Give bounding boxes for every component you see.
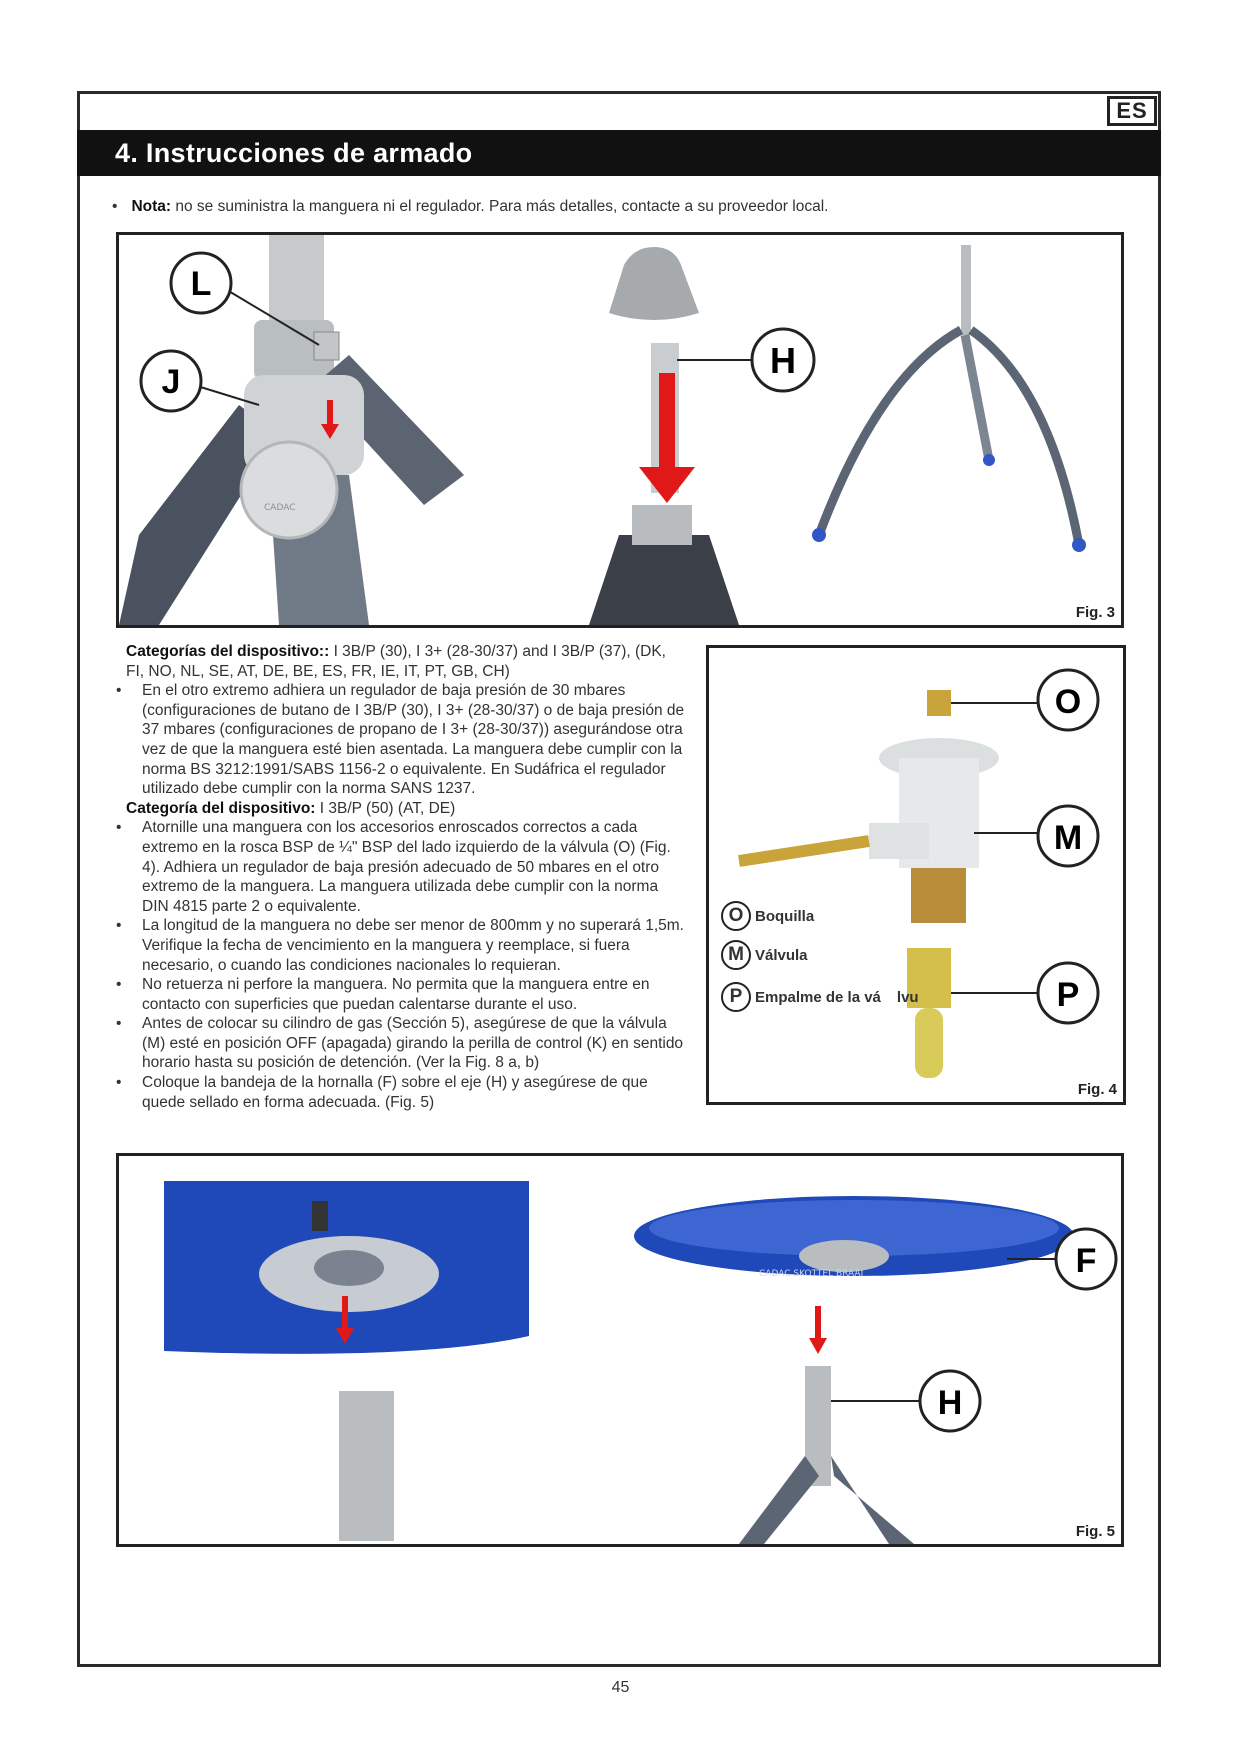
legend-key-m: M <box>721 940 751 970</box>
language-badge: ES <box>1107 96 1157 126</box>
category-1-text: I 3B/P (30), I 3+ (28-30/37) and I 3B/P (37), (DK, FI, NO, NL, SE, AT, DE, BE, ES, FR, IE, IT, PT, GB, CH) <box>126 643 666 680</box>
tripod-pole-right <box>961 245 971 335</box>
figure-5 <box>116 1153 1124 1547</box>
list-item: • Coloque la bandeja de la hornalla (F) sobre el eje (H) y asegúrese de que quede sellado en forma adecuada. (Fig. 5) <box>114 1073 688 1112</box>
body-text <box>114 642 688 1112</box>
note-text: no se suministra la manguera ni el regulador. Para más detalles, contacte a su proveedor local. <box>175 198 829 215</box>
legend-row-m <box>721 940 808 970</box>
figure-4-caption: Fig. 4 <box>1077 1081 1117 1098</box>
callout-j-text: J <box>161 363 181 401</box>
arrow-shaft <box>815 1306 821 1340</box>
legend-key-p: P <box>721 982 751 1012</box>
list-item: • La longitud de la manguera no debe ser menor de 800mm y no superará 1,5m. Verifique la fecha de vencimiento en la manguera y reemplace, si fuera necesario, o cuando las condiciones nacionales lo requieran. <box>114 916 688 975</box>
nozzle <box>927 690 951 716</box>
foot-cap <box>983 454 995 466</box>
figure-5-caption: Fig. 5 <box>1075 1523 1115 1540</box>
leg-front <box>965 335 989 460</box>
legend-row-o <box>721 901 814 931</box>
burner-head <box>799 1240 889 1272</box>
callout-h-text: H <box>937 1384 963 1422</box>
pan-slot <box>312 1201 328 1231</box>
legend-key-o: O <box>721 901 751 931</box>
figure-3-caption: Fig. 3 <box>1075 604 1115 621</box>
tripod-leg-right <box>831 1456 914 1544</box>
red-arrow-icon <box>639 467 695 503</box>
legend-label-m: Válvula <box>755 946 808 964</box>
callout-l-text: L <box>190 265 212 303</box>
figure-4-legend <box>721 648 921 1102</box>
note-label: Nota: <box>131 198 172 215</box>
callout-f-text: F <box>1075 1242 1097 1280</box>
red-arrow-icon <box>809 1338 827 1354</box>
legend-row-p <box>721 982 919 1012</box>
callout-h-text: H <box>770 340 796 381</box>
callout-p-text: P <box>1056 976 1080 1014</box>
category-2 <box>114 799 688 819</box>
note-line <box>112 198 828 216</box>
center-hub <box>632 505 692 545</box>
control-knob <box>241 442 337 538</box>
figure-4 <box>706 645 1126 1105</box>
arrow-shaft-center <box>659 373 675 473</box>
pole-cap <box>609 247 699 320</box>
page-number: 45 <box>611 1679 630 1696</box>
center-tripod-base <box>589 535 739 625</box>
category-1-label: Categorías del dispositivo:: <box>126 643 330 660</box>
tripod-leg-left <box>739 1456 819 1544</box>
leg-left <box>819 330 961 535</box>
figure-3-illustration <box>119 235 1121 625</box>
list-item: • Antes de colocar su cilindro de gas (Sección 5), asegúrese de que la válvula (M) esté en posición OFF (apagada) girando la perilla de control (K) en sentido horario hasta su posición de detención. (Ver la Fig. 8 a, b) <box>114 1014 688 1073</box>
list-item: • Atornille una manguera con los accesorios enroscados correctos a cada extremo en la rosca BSP de ¼" BSP del lado izquierdo de la válvula (O) (Fig. 4). Adhiera un regulador de baja presión adecuado de 50 mbares en el otro extremo de la manguera. La manguera utilizada debe cumplir con la norma DIN 4815 parte 2 o equivalente. <box>114 818 688 916</box>
figure-3 <box>116 232 1124 628</box>
arrow-shaft <box>327 400 333 426</box>
list-item: • En el otro extremo adhiera un regulador de baja presión de 30 mbares (configuraciones de butano de I 3B/P (30), I 3+ (28-30/37) o de baja presión de 37 mbares (configuraciones de propano de I 3+ (28-30/37)) asegurándose otra vez de que la manguera esté bien asentada. La manguera debe cumplir con la norma BS 3212:1991/SABS 1156-2 o equivalente. En Sudáfrica el regulador utilizado debe cumplir con la norma SANS 1237. <box>114 681 688 799</box>
legend-fragment: lvu <box>896 988 919 1006</box>
pan-brand-text: CADAC SKOTTEL BRAAI <box>759 1269 864 1279</box>
foot-cap <box>1072 538 1086 552</box>
pole-closeup <box>339 1391 394 1541</box>
arrow-shaft <box>342 1296 348 1330</box>
bullet-icon: • <box>112 198 118 215</box>
section-title: 4. Instrucciones de armado <box>77 130 1161 176</box>
figure-5-illustration <box>119 1156 1121 1544</box>
category-1 <box>114 642 688 681</box>
knob-brand-text: CADAC <box>264 503 296 513</box>
category-2-label: Categoría del dispositivo: <box>126 799 316 817</box>
legend-label-o: Boquilla <box>755 907 815 925</box>
foot-cap <box>812 528 826 542</box>
pan-center-hole <box>314 1250 384 1286</box>
category-2-text: I 3B/P (50) (AT, DE) <box>315 799 456 817</box>
callout-o-text: O <box>1054 683 1082 721</box>
clamp-screw <box>314 332 339 360</box>
callout-m-text: M <box>1053 819 1083 857</box>
legend-label-p: Empalme de la vá <box>755 988 881 1006</box>
list-item: • No retuerza ni perfore la manguera. No permita que la manguera entre en contacto con superficies que puedan calentarse durante el uso. <box>114 975 688 1014</box>
